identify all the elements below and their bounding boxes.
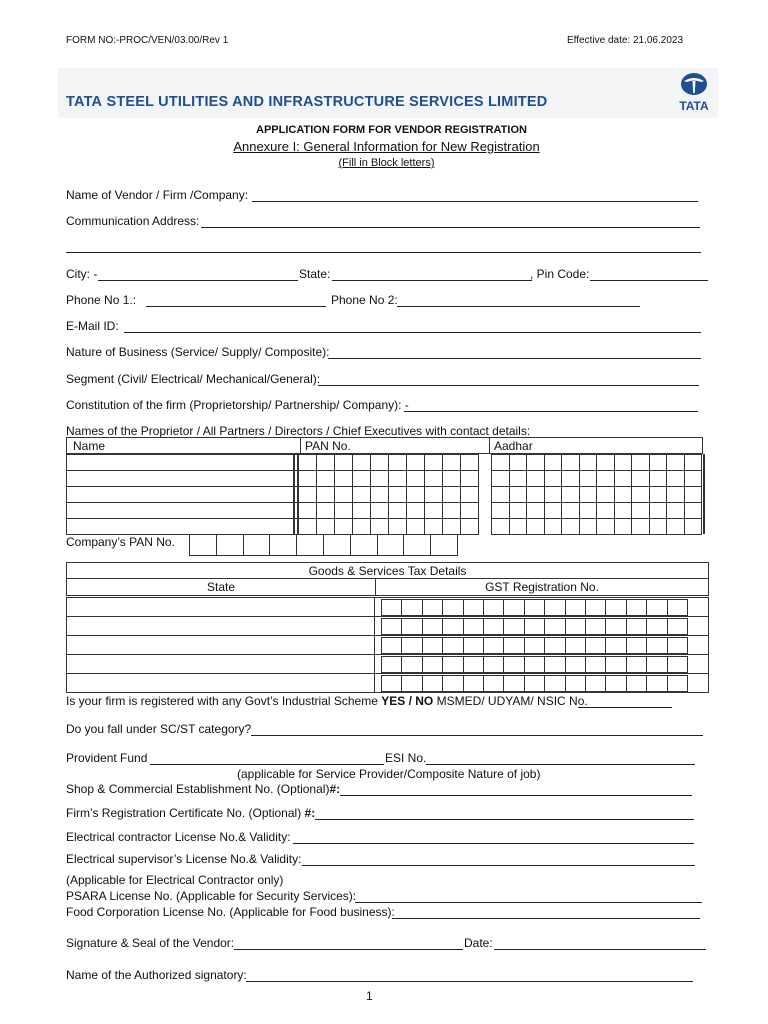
pan-box[interactable] bbox=[316, 502, 335, 519]
gst-box[interactable] bbox=[463, 656, 484, 673]
elec-contractor-label: Electrical contractor License No.& Validity: bbox=[66, 830, 291, 844]
gst-box[interactable] bbox=[401, 675, 422, 692]
pan-box[interactable] bbox=[388, 470, 407, 487]
pf-field[interactable] bbox=[150, 764, 384, 765]
pan-box[interactable] bbox=[370, 486, 389, 503]
gst-box[interactable] bbox=[605, 656, 626, 673]
aadhar-box[interactable] bbox=[491, 518, 510, 535]
aadhar-box[interactable] bbox=[666, 502, 685, 519]
aadhar-box[interactable] bbox=[614, 470, 633, 487]
aadhar-box[interactable] bbox=[509, 518, 528, 535]
esi-label: ESI No. bbox=[385, 751, 427, 765]
gst-box[interactable] bbox=[524, 637, 545, 654]
aadhar-box[interactable] bbox=[666, 470, 685, 487]
brand-bar bbox=[58, 68, 718, 118]
gst-box[interactable] bbox=[503, 675, 524, 692]
pan-box[interactable] bbox=[334, 470, 353, 487]
pan-box[interactable] bbox=[370, 518, 389, 535]
gst-box[interactable] bbox=[503, 656, 524, 673]
shop-label bbox=[66, 782, 340, 796]
govt-scheme-text: Is your firm is registered with any Govt’s Industrial Scheme bbox=[66, 694, 382, 708]
gst-box[interactable] bbox=[463, 637, 484, 654]
gst-box[interactable] bbox=[544, 618, 565, 635]
aadhar-box[interactable] bbox=[526, 502, 545, 519]
gst-box[interactable] bbox=[422, 656, 443, 673]
company-name-rest: STEEL UTILITIES AND INFRASTRUCTURE SERVICES LIMITED bbox=[102, 94, 548, 110]
pan-box[interactable] bbox=[352, 454, 371, 471]
psara-label: PSARA License No. (Applicable for Security Services): bbox=[66, 889, 357, 903]
gst-box[interactable] bbox=[422, 618, 443, 635]
yes-no-option[interactable]: YES / NO bbox=[381, 694, 434, 708]
aadhar-box[interactable] bbox=[561, 502, 580, 519]
govt-scheme-question bbox=[66, 694, 588, 708]
gst-box[interactable] bbox=[483, 637, 504, 654]
gst-box[interactable] bbox=[524, 618, 545, 635]
pan-gap bbox=[294, 502, 298, 519]
gst-box[interactable] bbox=[585, 656, 606, 673]
aadhar-box[interactable] bbox=[684, 502, 703, 519]
comm-address-field-2[interactable] bbox=[66, 252, 701, 253]
city-label: City: - bbox=[66, 267, 98, 281]
gst-box[interactable] bbox=[646, 675, 667, 692]
state-label: State: bbox=[299, 267, 331, 281]
gst-box[interactable] bbox=[585, 599, 606, 616]
pan-box[interactable] bbox=[406, 518, 425, 535]
pan-gap bbox=[294, 486, 298, 503]
company-pan-box[interactable] bbox=[243, 534, 271, 556]
company-pan-box[interactable] bbox=[269, 534, 297, 556]
gst-box[interactable] bbox=[442, 656, 463, 673]
gst-box[interactable] bbox=[646, 656, 667, 673]
gst-box[interactable] bbox=[381, 656, 402, 673]
gst-box[interactable] bbox=[565, 656, 586, 673]
vendor-name-label: Name of Vendor / Firm /Company: bbox=[66, 188, 249, 202]
pan-box[interactable] bbox=[406, 502, 425, 519]
pan-box[interactable] bbox=[388, 502, 407, 519]
company-pan-box[interactable] bbox=[296, 534, 324, 556]
food-label: Food Corporation License No. (Applicable for Food business): bbox=[66, 905, 395, 919]
tata-logo bbox=[674, 72, 714, 113]
psara-field[interactable] bbox=[355, 902, 702, 903]
gst-box[interactable] bbox=[524, 675, 545, 692]
aadhar-box[interactable] bbox=[526, 454, 545, 471]
gst-box[interactable] bbox=[626, 675, 647, 692]
pan-box[interactable] bbox=[424, 470, 443, 487]
aadhar-box[interactable] bbox=[579, 470, 598, 487]
gst-box[interactable] bbox=[585, 637, 606, 654]
pan-box[interactable] bbox=[298, 502, 317, 519]
form-number: FORM NO:-PROC/VEN/03.00/Rev 1 bbox=[66, 35, 229, 46]
company-pan-box[interactable] bbox=[323, 534, 351, 556]
aadhar-box[interactable] bbox=[544, 470, 563, 487]
constitution-label: Constitution of the firm (Proprietorship/ Partnership/ Company): - bbox=[66, 398, 409, 412]
aadhar-box[interactable] bbox=[596, 454, 615, 471]
phone2-label: Phone No 2: bbox=[331, 293, 398, 307]
scst-label: Do you fall under SC/ST category? bbox=[66, 722, 252, 736]
company-pan-box[interactable] bbox=[403, 534, 431, 556]
firm-reg-mark: #: bbox=[304, 806, 316, 820]
gst-state-cell[interactable] bbox=[66, 673, 375, 693]
gst-table bbox=[66, 562, 709, 596]
firm-reg-label bbox=[66, 806, 315, 820]
gst-box[interactable] bbox=[463, 675, 484, 692]
fill-instruction: (Fill in Block letters) bbox=[338, 157, 435, 169]
msmed-field[interactable] bbox=[578, 707, 672, 708]
gst-box[interactable] bbox=[401, 637, 422, 654]
nature-field[interactable] bbox=[328, 358, 701, 359]
pan-box[interactable] bbox=[388, 454, 407, 471]
elec-note: (Applicable for Electrical Contractor only) bbox=[66, 873, 284, 887]
gst-box[interactable] bbox=[442, 618, 463, 635]
gst-header-state: State bbox=[67, 579, 376, 596]
aadhar-box[interactable] bbox=[631, 502, 650, 519]
aadhar-box[interactable] bbox=[526, 486, 545, 503]
aadhar-box[interactable] bbox=[614, 454, 633, 471]
aadhar-box[interactable] bbox=[649, 470, 668, 487]
gst-state-cell[interactable] bbox=[66, 616, 375, 636]
pan-box[interactable] bbox=[442, 454, 461, 471]
aadhar-box[interactable] bbox=[526, 518, 545, 535]
aadhar-box[interactable] bbox=[614, 518, 633, 535]
gst-box[interactable] bbox=[544, 656, 565, 673]
names-intro: Names of the Proprietor / All Partners / Directors / Chief Executives with contact details: bbox=[66, 424, 531, 438]
tata-logo-text: TATA bbox=[679, 99, 709, 113]
state-field[interactable] bbox=[332, 280, 532, 281]
gst-box[interactable] bbox=[605, 599, 626, 616]
email-field[interactable] bbox=[124, 332, 701, 333]
aadhar-box[interactable] bbox=[561, 470, 580, 487]
company-pan-box[interactable] bbox=[430, 534, 458, 556]
gst-box[interactable] bbox=[503, 599, 524, 616]
gst-box[interactable] bbox=[585, 618, 606, 635]
pan-box[interactable] bbox=[460, 486, 479, 503]
pan-box[interactable] bbox=[424, 502, 443, 519]
pin-field[interactable] bbox=[590, 280, 708, 281]
elec-contractor-field[interactable] bbox=[293, 843, 694, 844]
aadhar-box[interactable] bbox=[596, 502, 615, 519]
phone1-label: Phone No 1.: bbox=[66, 293, 137, 307]
gst-box[interactable] bbox=[544, 675, 565, 692]
partner-name-cell[interactable] bbox=[66, 454, 294, 471]
partner-name-cell[interactable] bbox=[66, 486, 294, 503]
segment-field[interactable] bbox=[318, 385, 699, 386]
gst-box[interactable] bbox=[401, 618, 422, 635]
pin-label: , Pin Code: bbox=[530, 267, 590, 281]
comm-address-label: Communication Address: bbox=[66, 214, 200, 228]
gst-state-cell[interactable] bbox=[66, 597, 375, 617]
gst-box[interactable] bbox=[463, 618, 484, 635]
gst-box[interactable] bbox=[524, 599, 545, 616]
aadhar-box[interactable] bbox=[561, 518, 580, 535]
aadhar-box[interactable] bbox=[509, 454, 528, 471]
aadhar-box[interactable] bbox=[579, 518, 598, 535]
aadhar-box[interactable] bbox=[509, 486, 528, 503]
gst-box[interactable] bbox=[442, 599, 463, 616]
gst-box[interactable] bbox=[381, 599, 402, 616]
pan-box[interactable] bbox=[424, 454, 443, 471]
aadhar-box[interactable] bbox=[509, 502, 528, 519]
date-label: Date: bbox=[464, 936, 493, 950]
pan-box[interactable] bbox=[352, 518, 371, 535]
aadhar-box[interactable] bbox=[579, 486, 598, 503]
pan-box[interactable] bbox=[334, 502, 353, 519]
gst-box[interactable] bbox=[626, 599, 647, 616]
gst-box[interactable] bbox=[667, 618, 688, 635]
partner-name-cell[interactable] bbox=[66, 518, 294, 535]
shop-mark: #: bbox=[329, 782, 341, 796]
annexure-title: Annexure I: General Information for New Registration bbox=[233, 139, 540, 154]
gst-box[interactable] bbox=[401, 656, 422, 673]
header-aadhar: Aadhar bbox=[490, 438, 703, 454]
gst-box[interactable] bbox=[626, 618, 647, 635]
gst-box[interactable] bbox=[626, 656, 647, 673]
nature-label: Nature of Business (Service/ Supply/ Composite): bbox=[66, 345, 330, 359]
pan-box[interactable] bbox=[334, 454, 353, 471]
partner-name-cell[interactable] bbox=[66, 470, 294, 487]
pan-box[interactable] bbox=[370, 454, 389, 471]
company-pan-box[interactable] bbox=[350, 534, 378, 556]
gst-box[interactable] bbox=[667, 637, 688, 654]
gst-box[interactable] bbox=[626, 637, 647, 654]
partner-name-cell[interactable] bbox=[66, 502, 294, 519]
constitution-field[interactable] bbox=[404, 411, 698, 412]
gst-box[interactable] bbox=[483, 675, 504, 692]
gst-box[interactable] bbox=[667, 675, 688, 692]
aadhar-box[interactable] bbox=[491, 486, 510, 503]
aadhar-box[interactable] bbox=[561, 454, 580, 471]
aadhar-box[interactable] bbox=[491, 502, 510, 519]
aadhar-box[interactable] bbox=[544, 502, 563, 519]
pan-gap bbox=[294, 470, 298, 487]
aadhar-box[interactable] bbox=[509, 470, 528, 487]
aadhar-box[interactable] bbox=[596, 486, 615, 503]
header-pan: PAN No. bbox=[301, 438, 490, 454]
pf-label: Provident Fund bbox=[66, 751, 148, 765]
aadhar-box[interactable] bbox=[561, 486, 580, 503]
pan-box[interactable] bbox=[370, 470, 389, 487]
company-brand: TATA bbox=[66, 94, 103, 110]
aadhar-box[interactable] bbox=[684, 470, 703, 487]
gst-box[interactable] bbox=[646, 599, 667, 616]
aadhar-box[interactable] bbox=[631, 470, 650, 487]
gst-box[interactable] bbox=[667, 656, 688, 673]
aadhar-box[interactable] bbox=[631, 518, 650, 535]
aadhar-box[interactable] bbox=[491, 454, 510, 471]
pan-box[interactable] bbox=[460, 502, 479, 519]
aadhar-box[interactable] bbox=[526, 470, 545, 487]
gst-box[interactable] bbox=[503, 618, 524, 635]
segment-label: Segment (Civil/ Electrical/ Mechanical/General): bbox=[66, 372, 321, 386]
pan-box[interactable] bbox=[298, 518, 317, 535]
pan-box[interactable] bbox=[352, 470, 371, 487]
header-name: Name bbox=[67, 438, 301, 454]
aadhar-box[interactable] bbox=[596, 518, 615, 535]
gst-title: Goods & Services Tax Details bbox=[67, 563, 709, 579]
gst-box[interactable] bbox=[565, 675, 586, 692]
gst-box[interactable] bbox=[544, 637, 565, 654]
pan-box[interactable] bbox=[352, 486, 371, 503]
gst-box[interactable] bbox=[667, 599, 688, 616]
food-field[interactable] bbox=[392, 918, 700, 919]
pan-gap bbox=[294, 518, 298, 535]
aadhar-box[interactable] bbox=[649, 518, 668, 535]
pan-box[interactable] bbox=[316, 518, 335, 535]
pan-box[interactable] bbox=[442, 470, 461, 487]
pan-box[interactable] bbox=[334, 486, 353, 503]
phone1-field[interactable] bbox=[146, 306, 326, 307]
pan-box[interactable] bbox=[406, 454, 425, 471]
company-pan-box[interactable] bbox=[216, 534, 244, 556]
gst-box[interactable] bbox=[442, 675, 463, 692]
applicable-note: (applicable for Service Provider/Composite Nature of job) bbox=[237, 767, 541, 781]
pan-box[interactable] bbox=[316, 470, 335, 487]
gst-box[interactable] bbox=[585, 675, 606, 692]
pan-box[interactable] bbox=[460, 454, 479, 471]
tata-logo-icon bbox=[674, 72, 714, 96]
phone2-field[interactable] bbox=[397, 306, 640, 307]
gst-box[interactable] bbox=[381, 618, 402, 635]
page-number: 1 bbox=[366, 989, 373, 1003]
gst-box[interactable] bbox=[422, 675, 443, 692]
gst-state-cell[interactable] bbox=[66, 654, 375, 674]
aadhar-box[interactable] bbox=[614, 502, 633, 519]
gst-box[interactable] bbox=[463, 599, 484, 616]
aadhar-box[interactable] bbox=[649, 486, 668, 503]
elec-supervisor-field[interactable] bbox=[302, 865, 695, 866]
pan-box[interactable] bbox=[388, 486, 407, 503]
aadhar-box[interactable] bbox=[649, 502, 668, 519]
gst-box[interactable] bbox=[544, 599, 565, 616]
company-name bbox=[66, 94, 547, 110]
aadhar-box[interactable] bbox=[491, 470, 510, 487]
pan-box[interactable] bbox=[334, 518, 353, 535]
aadhar-box[interactable] bbox=[666, 518, 685, 535]
aadhar-box[interactable] bbox=[579, 502, 598, 519]
gst-box[interactable] bbox=[442, 637, 463, 654]
pan-box[interactable] bbox=[316, 454, 335, 471]
esi-field[interactable] bbox=[426, 764, 695, 765]
aadhar-box[interactable] bbox=[579, 454, 598, 471]
partners-table bbox=[66, 437, 703, 454]
authorized-field[interactable] bbox=[246, 981, 693, 982]
gst-box[interactable] bbox=[605, 618, 626, 635]
gst-box[interactable] bbox=[503, 637, 524, 654]
pan-box[interactable] bbox=[406, 486, 425, 503]
gst-box[interactable] bbox=[381, 675, 402, 692]
aadhar-box[interactable] bbox=[649, 454, 668, 471]
date-field[interactable] bbox=[494, 949, 706, 950]
gst-box[interactable] bbox=[565, 599, 586, 616]
aadhar-box[interactable] bbox=[666, 454, 685, 471]
pan-box[interactable] bbox=[352, 502, 371, 519]
gst-box[interactable] bbox=[605, 637, 626, 654]
gst-box[interactable] bbox=[524, 656, 545, 673]
govt-scheme-suffix: MSMED/ UDYAM/ NSIC No. bbox=[433, 694, 588, 708]
company-pan-box[interactable] bbox=[377, 534, 405, 556]
aadhar-box[interactable] bbox=[684, 454, 703, 471]
signature-label: Signature & Seal of the Vendor: bbox=[66, 936, 235, 950]
gst-header-regno: GST Registration No. bbox=[376, 579, 709, 596]
firm-reg-field[interactable] bbox=[315, 819, 694, 820]
signature-field[interactable] bbox=[234, 949, 463, 950]
pan-box[interactable] bbox=[442, 502, 461, 519]
gst-box[interactable] bbox=[483, 599, 504, 616]
pan-box[interactable] bbox=[424, 518, 443, 535]
form-title: APPLICATION FORM FOR VENDOR REGISTRATION bbox=[256, 124, 527, 136]
email-label: E-Mail ID: bbox=[66, 319, 119, 333]
scst-field[interactable] bbox=[251, 735, 703, 736]
gst-box[interactable] bbox=[381, 637, 402, 654]
pan-box[interactable] bbox=[298, 454, 317, 471]
pan-box[interactable] bbox=[298, 470, 317, 487]
comm-address-field-1[interactable] bbox=[201, 227, 700, 228]
shop-text: Shop & Commercial Establishment No. (Optional) bbox=[66, 782, 330, 796]
aadhar-box[interactable] bbox=[614, 486, 633, 503]
vendor-name-field[interactable] bbox=[252, 201, 698, 202]
pan-box[interactable] bbox=[460, 518, 479, 535]
gst-box[interactable] bbox=[483, 618, 504, 635]
firm-reg-text: Firm’s Registration Certificate No. (Optional) bbox=[66, 806, 305, 820]
pan-box[interactable] bbox=[442, 518, 461, 535]
aadhar-box[interactable] bbox=[544, 518, 563, 535]
aadhar-box[interactable] bbox=[684, 486, 703, 503]
aadhar-box[interactable] bbox=[684, 518, 703, 535]
pan-box[interactable] bbox=[298, 486, 317, 503]
gst-box[interactable] bbox=[565, 637, 586, 654]
partners-right-edge bbox=[703, 454, 705, 534]
aadhar-box[interactable] bbox=[544, 486, 563, 503]
gst-box[interactable] bbox=[483, 656, 504, 673]
authorized-label: Name of the Authorized signatory: bbox=[66, 968, 247, 982]
shop-field[interactable] bbox=[340, 795, 692, 796]
elec-supervisor-label: Electrical supervisor’s License No.& Validity: bbox=[66, 852, 302, 866]
aadhar-box[interactable] bbox=[631, 454, 650, 471]
pan-box[interactable] bbox=[370, 502, 389, 519]
effective-date: Effective date: 21.06.2023 bbox=[567, 35, 684, 46]
gst-box[interactable] bbox=[422, 637, 443, 654]
pan-box[interactable] bbox=[460, 470, 479, 487]
gst-box[interactable] bbox=[646, 618, 667, 635]
aadhar-box[interactable] bbox=[631, 486, 650, 503]
company-pan-label: Company’s PAN No. bbox=[66, 535, 175, 549]
aadhar-box[interactable] bbox=[544, 454, 563, 471]
pan-box[interactable] bbox=[406, 470, 425, 487]
pan-gap bbox=[294, 454, 298, 471]
city-field[interactable] bbox=[98, 280, 298, 281]
gst-state-cell[interactable] bbox=[66, 635, 375, 655]
gst-box[interactable] bbox=[422, 599, 443, 616]
aadhar-box[interactable] bbox=[666, 486, 685, 503]
gst-box[interactable] bbox=[605, 675, 626, 692]
gst-box[interactable] bbox=[565, 618, 586, 635]
pan-box[interactable] bbox=[442, 486, 461, 503]
pan-box[interactable] bbox=[424, 486, 443, 503]
pan-box[interactable] bbox=[388, 518, 407, 535]
aadhar-box[interactable] bbox=[596, 470, 615, 487]
gst-box[interactable] bbox=[401, 599, 422, 616]
pan-box[interactable] bbox=[316, 486, 335, 503]
gst-box[interactable] bbox=[646, 637, 667, 654]
company-pan-box[interactable] bbox=[189, 534, 217, 556]
